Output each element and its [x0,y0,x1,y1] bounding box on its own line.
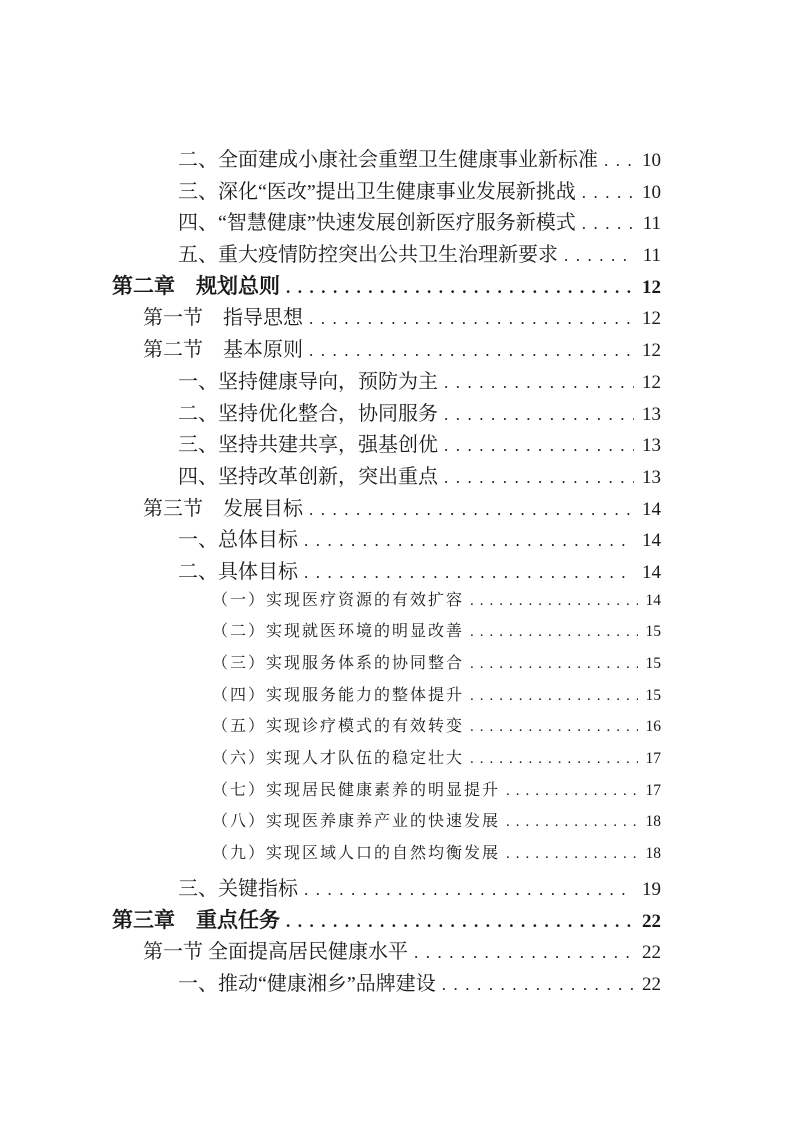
dot-leader [470,751,637,768]
dot-leader [304,563,634,583]
dot-leader [442,975,634,995]
dot-leader [414,943,634,963]
toc-entry-page: 12 [642,371,661,393]
toc-entry [112,266,661,298]
toc-entry [112,551,661,583]
toc-entry-text: 二、全面建成小康社会重塑卫生健康事业新标准 [178,149,598,171]
dot-leader [470,719,637,736]
toc-entry-text: （七）实现居民健康素养的明显提升 [212,781,501,799]
toc-entry-page: 22 [642,942,661,964]
toc-entry-text: （三）实现服务体系的协同整合 [212,655,465,672]
dot-leader [506,814,637,831]
toc-entry-text: 一、推动“健康湘乡”品牌建设 [178,972,436,995]
toc-entry-text: 一、坚持健康导向，预防为主 [178,370,438,393]
dot-leader [304,880,634,900]
dot-leader [564,246,635,266]
dot-leader [506,783,637,800]
toc-entry-text: 第二节 基本原则 [143,339,303,362]
toc-entry-page: 18 [645,813,661,831]
toc-entry-page: 12 [642,276,661,298]
toc-entry [112,202,661,234]
dot-leader [309,341,634,361]
toc-entry-page: 14 [642,498,661,520]
toc-entry [112,456,661,488]
toc-entry-page: 15 [645,655,661,672]
toc-entry-text: （五）实现诊疗模式的有效转变 [212,718,465,736]
toc-entry [112,900,661,932]
toc-entry-page: 22 [642,973,661,995]
toc-entry-page: 12 [642,308,661,330]
toc-entry [112,836,661,868]
toc-entry-text: 第一节 指导思想 [143,307,303,330]
toc-entry-text: 第三章 重点任务 [112,907,280,932]
toc-entry [112,329,661,361]
toc-entry [112,868,661,900]
dot-leader [470,656,637,673]
toc-entry [112,804,661,836]
toc-entry-page: 18 [645,845,661,863]
dot-leader [444,373,634,393]
dot-leader [444,436,634,456]
dot-leader [444,468,634,488]
toc-entry [112,963,661,995]
toc-entry-text: 第三节 发展目标 [143,497,303,520]
toc-entry-page: 11 [642,245,661,267]
toc-entry-page: 13 [642,435,661,457]
toc-entry-page: 12 [642,340,661,362]
toc-entry-text: 四、坚持改革创新，突出重点 [178,465,438,488]
toc-entry [112,361,661,393]
toc-entry-page: 15 [645,686,661,704]
toc-entry [112,488,661,520]
toc-entry [112,773,661,805]
toc-entry [112,709,661,741]
toc-entry [112,646,661,678]
dot-leader [470,688,637,705]
dot-leader [582,183,634,203]
dot-leader [444,405,634,425]
toc-entry [112,583,661,615]
toc-entry-page: 16 [645,718,661,736]
toc-entry-text: （二）实现就医环境的明显改善 [212,623,465,641]
dot-leader [470,593,637,610]
toc-entry-text: 三、坚持共建共享，强基创优 [178,434,438,457]
toc-entry-page: 13 [642,403,661,425]
toc-entry [112,678,661,710]
toc-entry-text: 三、关键指标 [178,877,298,900]
table-of-contents [112,139,661,995]
toc-entry-text: （六）实现人才队伍的稳定壮大 [212,750,465,768]
toc-entry [112,393,661,425]
toc-entry [112,139,661,171]
toc-entry [112,171,661,203]
toc-entry-page: 22 [642,910,661,932]
dot-leader [604,151,634,171]
toc-entry-page: 14 [642,561,661,583]
toc-entry [112,297,661,329]
toc-entry-text: 二、坚持优化整合，协同服务 [178,402,438,425]
toc-entry [112,234,661,266]
dot-leader [304,531,634,551]
toc-entry-text: （四）实现服务能力的整体提升 [212,686,465,704]
dot-leader [506,846,637,863]
dot-leader [470,624,637,641]
toc-entry [112,614,661,646]
toc-entry-text: （八）实现医养康养产业的快速发展 [212,813,501,831]
toc-entry-page: 11 [642,213,661,235]
dot-leader [309,309,634,329]
toc-entry-text: 第一节 全面提高居民健康水平 [143,941,408,964]
toc-entry [112,931,661,963]
toc-entry-text: （一）实现医疗资源的有效扩容 [212,591,465,609]
toc-entry-page: 10 [642,150,661,171]
toc-entry-page: 19 [642,878,661,900]
toc-entry-text: 五、重大疫情防控突出公共卫生治理新要求 [178,244,558,267]
toc-entry-text: 二、具体目标 [178,560,298,583]
toc-entry-page: 14 [645,591,661,609]
toc-entry-text: 四、“智慧健康”快速发展创新医疗服务新模式 [178,212,576,235]
toc-entry [112,519,661,551]
toc-entry-page: 15 [645,623,661,641]
toc-entry-text: 三、深化“医改”提出卫生健康事业发展新挑战 [178,180,576,203]
toc-entry [112,741,661,773]
toc-entry-page: 17 [645,750,661,768]
dot-leader [286,278,634,298]
toc-entry-page: 13 [642,466,661,488]
toc-entry-text: 一、总体目标 [178,529,298,552]
toc-entry-text: 第二章 规划总则 [112,273,280,298]
toc-entry-page: 14 [642,530,661,552]
toc-entry-text: （九）实现区域人口的自然均衡发展 [212,845,501,863]
dot-leader [309,500,634,520]
toc-entry-page: 10 [642,181,661,203]
toc-entry [112,424,661,456]
dot-leader [286,912,634,932]
dot-leader [582,214,635,234]
toc-entry-page: 17 [645,781,661,799]
